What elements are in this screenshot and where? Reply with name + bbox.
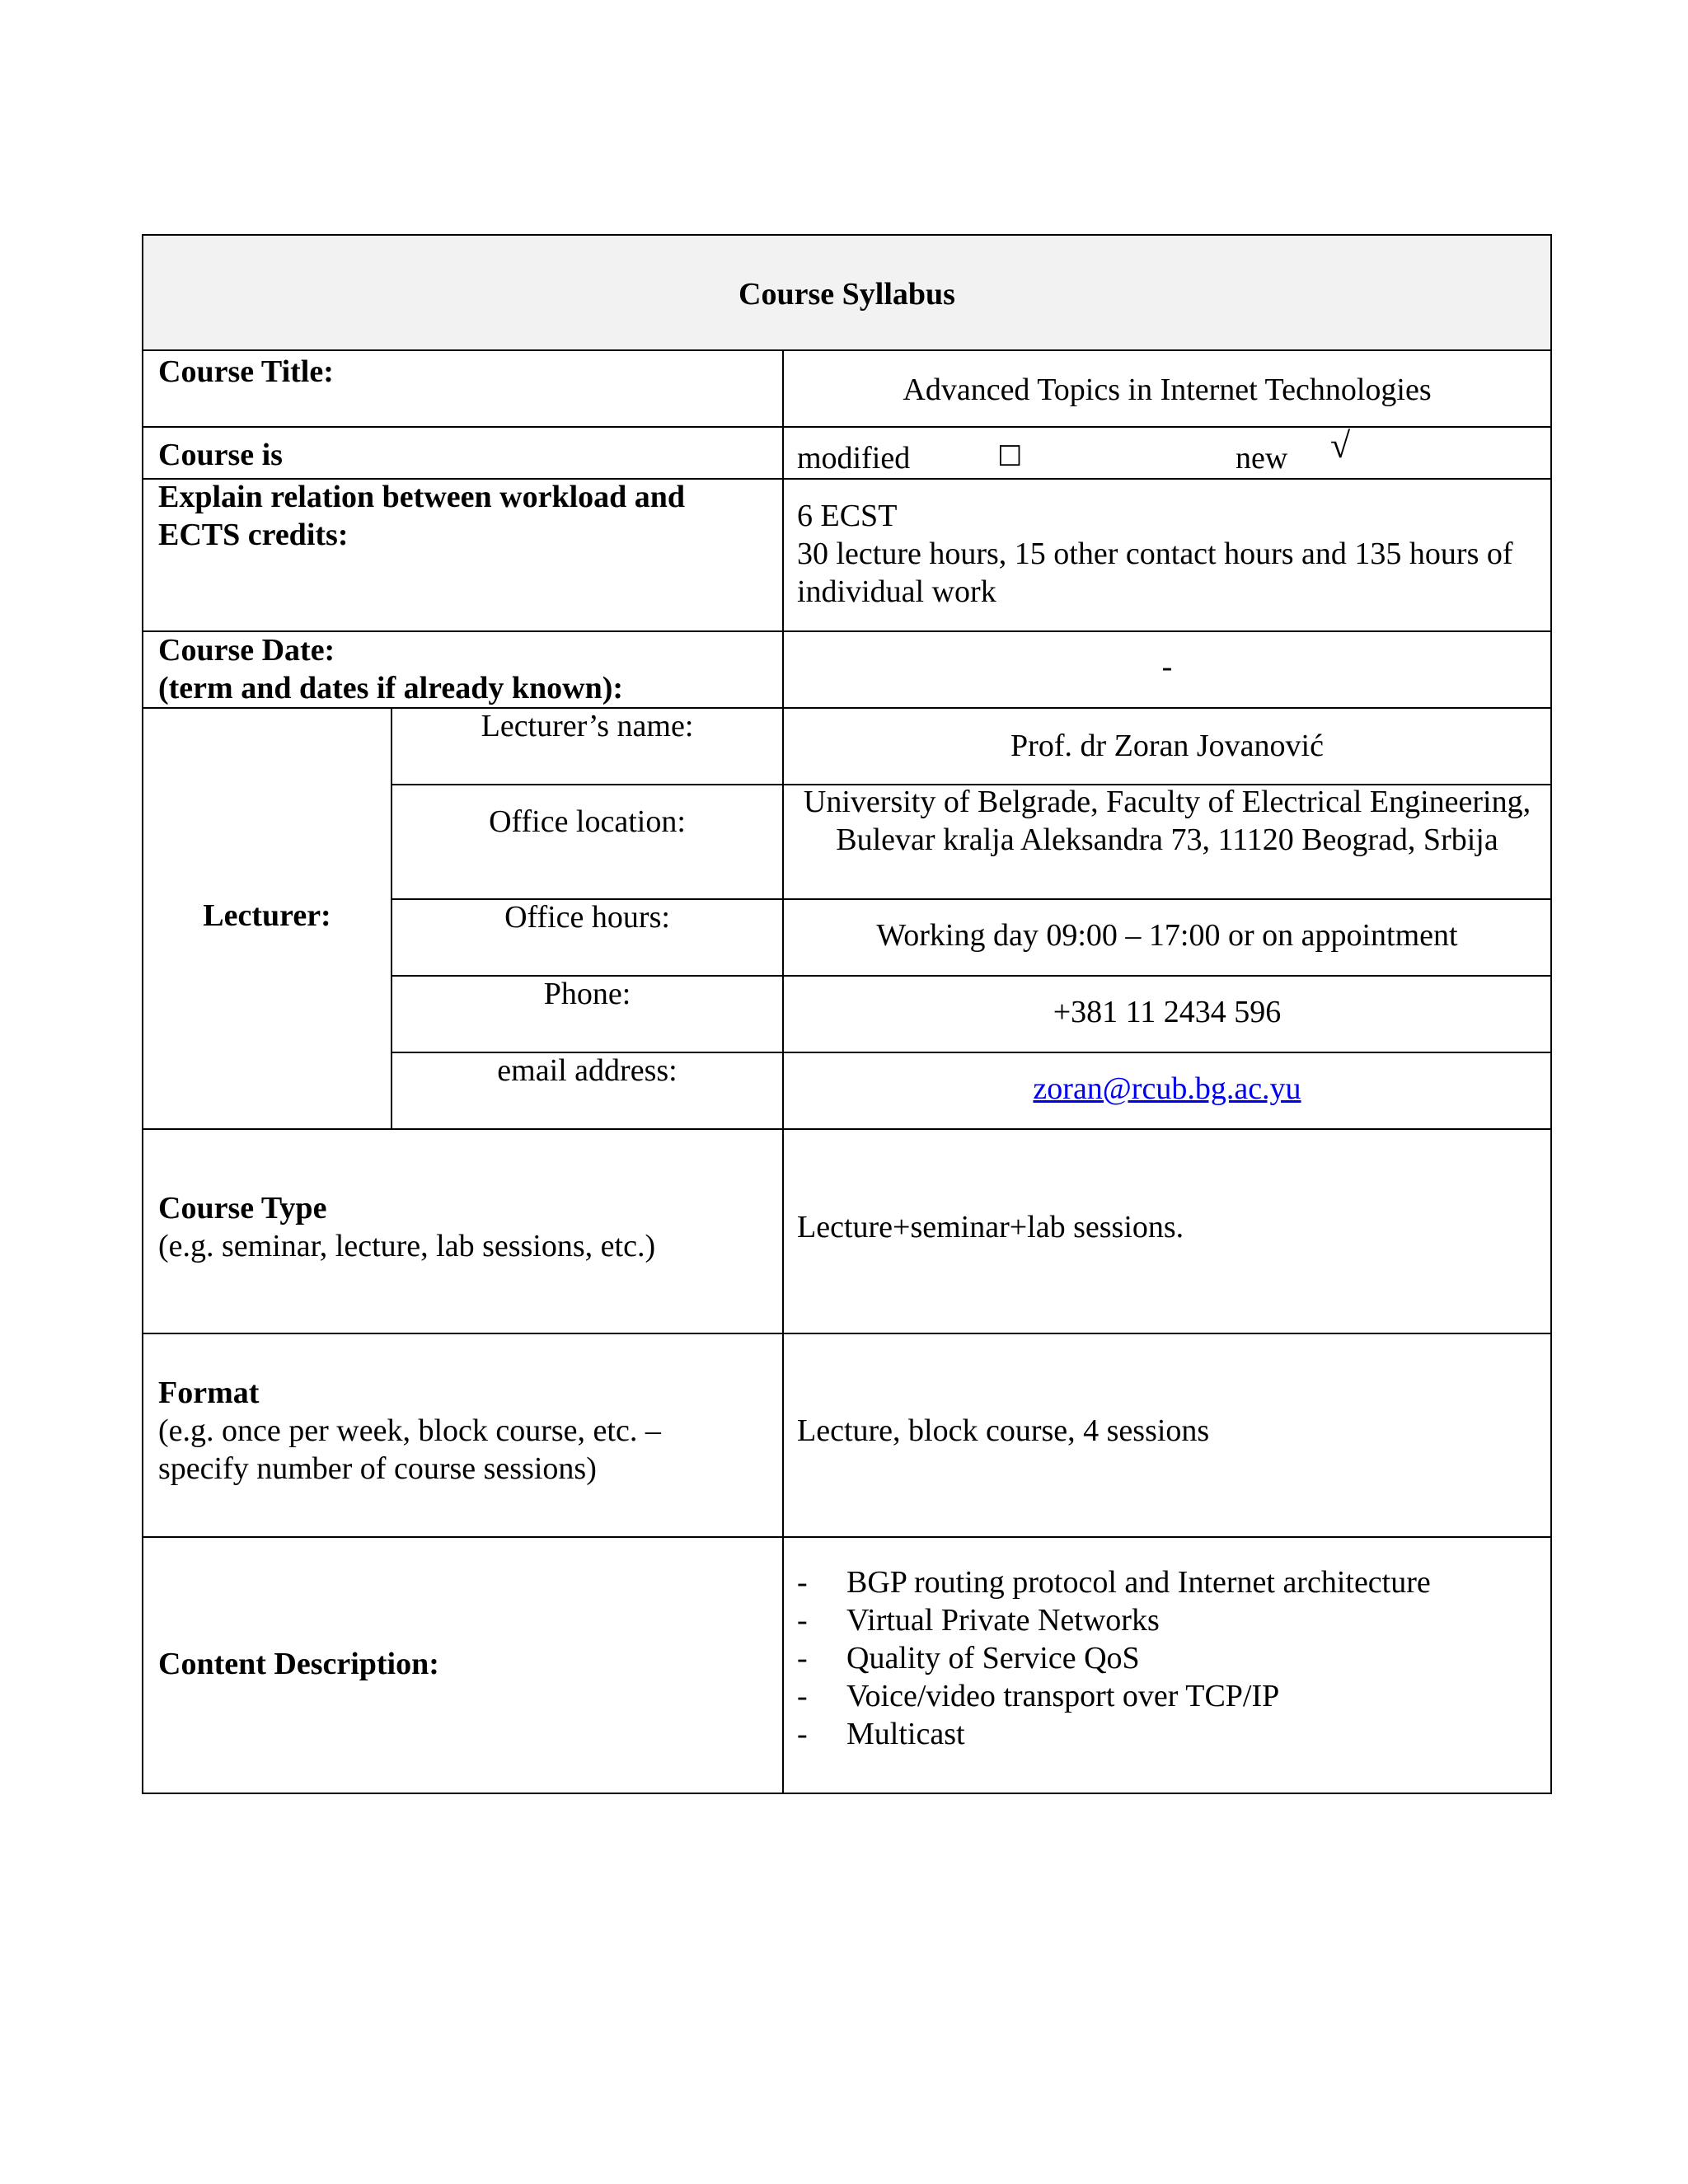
office-hours-value: Working day 09:00 – 17:00 or on appointment — [876, 918, 1458, 953]
format-label: Format — [158, 1376, 260, 1410]
office-hours-label: Office hours: — [504, 900, 670, 935]
bullet-dash: - — [797, 1603, 808, 1638]
ects-value: 6 ECST — [797, 499, 898, 533]
office-location-value: University of Belgrade, Faculty of Electrical Engineering, Bulevar kralja Aleksandra 73, 11120 Beograd, Srbija — [803, 785, 1531, 857]
course-date-hint: (term and dates if already known): — [158, 671, 624, 705]
format-value: Lecture, block course, 4 sessions — [797, 1413, 1210, 1448]
course-date-value: - — [1161, 649, 1173, 684]
office-location-label: Office location: — [489, 804, 686, 839]
divider — [143, 1333, 1550, 1334]
list-item — [797, 1563, 1539, 1601]
course-is-label: Course is — [158, 438, 283, 472]
list-item — [797, 1601, 1539, 1639]
content-item: BGP routing protocol and Internet architecture — [846, 1565, 1431, 1600]
divider — [143, 349, 1550, 351]
content-item: Multicast — [846, 1717, 965, 1751]
phone-label: Phone: — [543, 977, 631, 1011]
bullet-dash: - — [797, 1565, 808, 1600]
bullet-dash: - — [797, 1679, 808, 1713]
page-title: Course Syllabus — [738, 277, 955, 312]
content-list — [797, 1563, 1539, 1753]
list-item — [797, 1715, 1539, 1753]
list-item — [797, 1639, 1539, 1677]
course-type-value: Lecture+seminar+lab sessions. — [797, 1210, 1184, 1244]
lecturer-name-label: Lecturer’s name: — [481, 709, 694, 743]
course-date-label: Course Date: — [158, 633, 335, 668]
divider — [143, 1536, 1550, 1538]
format-hint: (e.g. once per week, block course, etc. – specify number of course sessions) — [158, 1413, 661, 1486]
email-row — [784, 1070, 1550, 1108]
course-title-label: Course Title: — [158, 354, 334, 389]
email-link[interactable]: zoran@rcub.bg.ac.yu — [1033, 1071, 1301, 1106]
bullet-dash: - — [797, 1717, 808, 1751]
workload-label: Explain relation between workload and ECTS credits: — [158, 480, 686, 552]
bullet-dash: - — [797, 1641, 808, 1675]
new-label: new — [1236, 441, 1288, 476]
lecturer-name-value: Prof. dr Zoran Jovanović — [1010, 729, 1324, 763]
divider — [143, 707, 1550, 709]
workload-value: 30 lecture hours, 15 other contact hours and 135 hours of individual work — [797, 537, 1513, 609]
course-title-value: Advanced Topics in Internet Technologies — [903, 373, 1432, 407]
content-item: Voice/video transport over TCP/IP — [846, 1679, 1280, 1713]
modified-checkbox: ☐ — [997, 440, 1023, 473]
lecturer-label: Lecturer: — [203, 898, 331, 933]
course-type-label: Course Type — [158, 1191, 327, 1226]
course-type-hint: (e.g. seminar, lecture, lab sessions, etc.) — [158, 1229, 656, 1263]
new-checkmark: √ — [1330, 425, 1351, 466]
modified-label: modified — [797, 441, 911, 476]
syllabus-table — [142, 234, 1552, 1794]
email-label: email address: — [497, 1053, 678, 1088]
content-description-label: Content Description: — [158, 1647, 439, 1681]
phone-value: +381 11 2434 596 — [1053, 995, 1282, 1029]
content-item: Virtual Private Networks — [846, 1603, 1160, 1638]
divider — [143, 1128, 1550, 1130]
content-item: Quality of Service QoS — [846, 1641, 1140, 1675]
list-item — [797, 1677, 1539, 1715]
